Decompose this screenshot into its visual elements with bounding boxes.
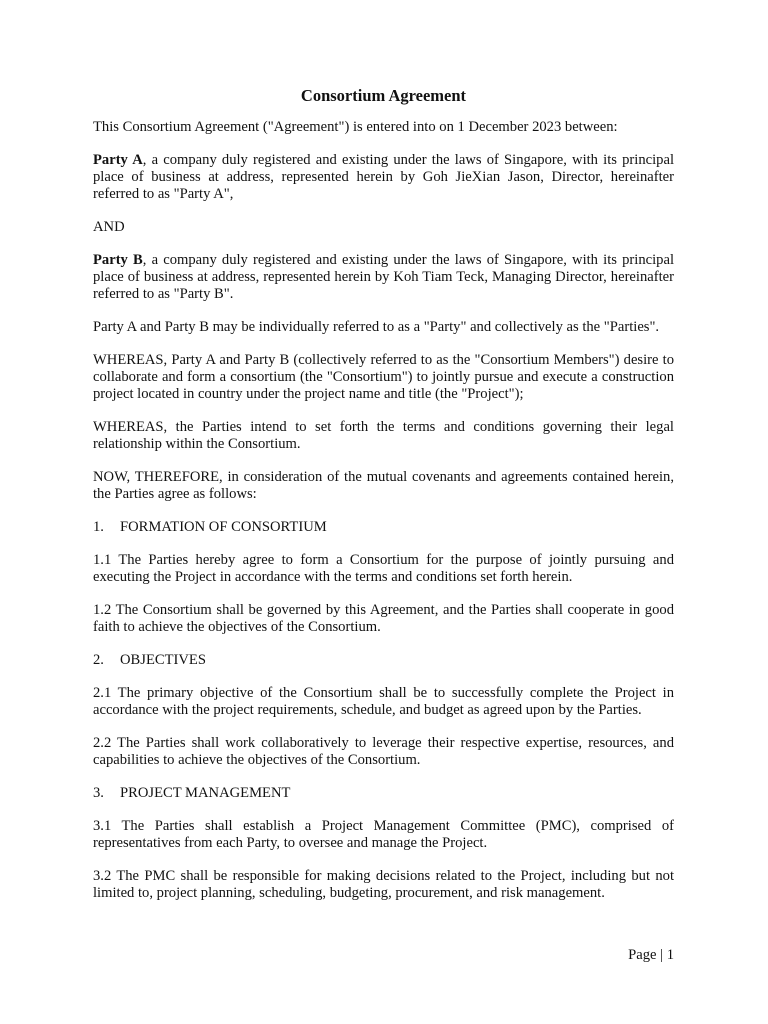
whereas-paragraph-2: WHEREAS, the Parties intend to set forth the terms and conditions governing their legal relationship within the Consortium. <box>93 419 674 452</box>
clause-3-2: 3.2 The PMC shall be responsible for making decisions related to the Project, including but not limited to, project planning, scheduling, budgeting, procurement, and risk management. <box>93 868 674 901</box>
document-title: Consortium Agreement <box>300 86 467 105</box>
section-title: PROJECT MANAGEMENT <box>120 785 291 801</box>
party-a-paragraph <box>93 152 674 203</box>
clause-1-2: 1.2 The Consortium shall be governed by this Agreement, and the Parties shall cooperate in good faith to achieve the objectives of the Consortium. <box>93 602 674 635</box>
section-number: 1. <box>93 519 104 535</box>
section-heading-2 <box>93 652 674 669</box>
section-number: 2. <box>93 652 104 668</box>
section-title: FORMATION OF CONSORTIUM <box>120 519 327 535</box>
page-number-footer: Page | 1 <box>628 947 674 963</box>
party-b-paragraph <box>93 252 674 303</box>
party-a-text: , a company duly registered and existing under the laws of Singapore, with its principal place of business at address, represented herein by Goh JieXian Jason, Director, hereinafter referred to as "Party A", <box>93 152 674 202</box>
section-heading-3 <box>93 785 674 802</box>
clause-2-2: 2.2 The Parties shall work collaboratively to leverage their respective expertise, resources, and capabilities to achieve the objectives of the Consortium. <box>93 735 674 768</box>
parties-paragraph: Party A and Party B may be individually referred to as a "Party" and collectively as the "Parties". <box>93 319 660 335</box>
clause-2-1: 2.1 The primary objective of the Consortium shall be to successfully complete the Project in accordance with the project requirements, schedule, and budget as agreed upon by the Parties. <box>93 685 674 718</box>
party-b-name: Party B <box>93 252 143 268</box>
clause-3-1: 3.1 The Parties shall establish a Project Management Committee (PMC), comprised of representatives from each Party, to oversee and manage the Project. <box>93 818 674 851</box>
section-title: OBJECTIVES <box>120 652 206 668</box>
document-page <box>93 86 674 918</box>
section-heading-1 <box>93 519 674 536</box>
party-a-name: Party A <box>93 152 143 168</box>
section-number: 3. <box>93 785 104 801</box>
and-text: AND <box>93 219 125 235</box>
intro-paragraph: This Consortium Agreement ("Agreement") is entered into on 1 December 2023 between: <box>93 119 618 135</box>
party-b-text: , a company duly registered and existing under the laws of Singapore, with its principal place of business at address, represented herein by Koh Tiam Teck, Managing Director, hereinafter referred to as "Party B". <box>93 252 674 302</box>
clause-1-1: 1.1 The Parties hereby agree to form a Consortium for the purpose of jointly pursuing and executing the Project in accordance with the terms and conditions set forth herein. <box>93 552 674 585</box>
whereas-paragraph-1: WHEREAS, Party A and Party B (collectively referred to as the "Consortium Members") desire to collaborate and form a consortium (the "Consortium") to jointly pursue and execute a construction project located in country under the project name and title (the "Project"); <box>93 352 674 402</box>
now-therefore-paragraph: NOW, THEREFORE, in consideration of the mutual covenants and agreements contained herein, the Parties agree as follows: <box>93 469 674 502</box>
